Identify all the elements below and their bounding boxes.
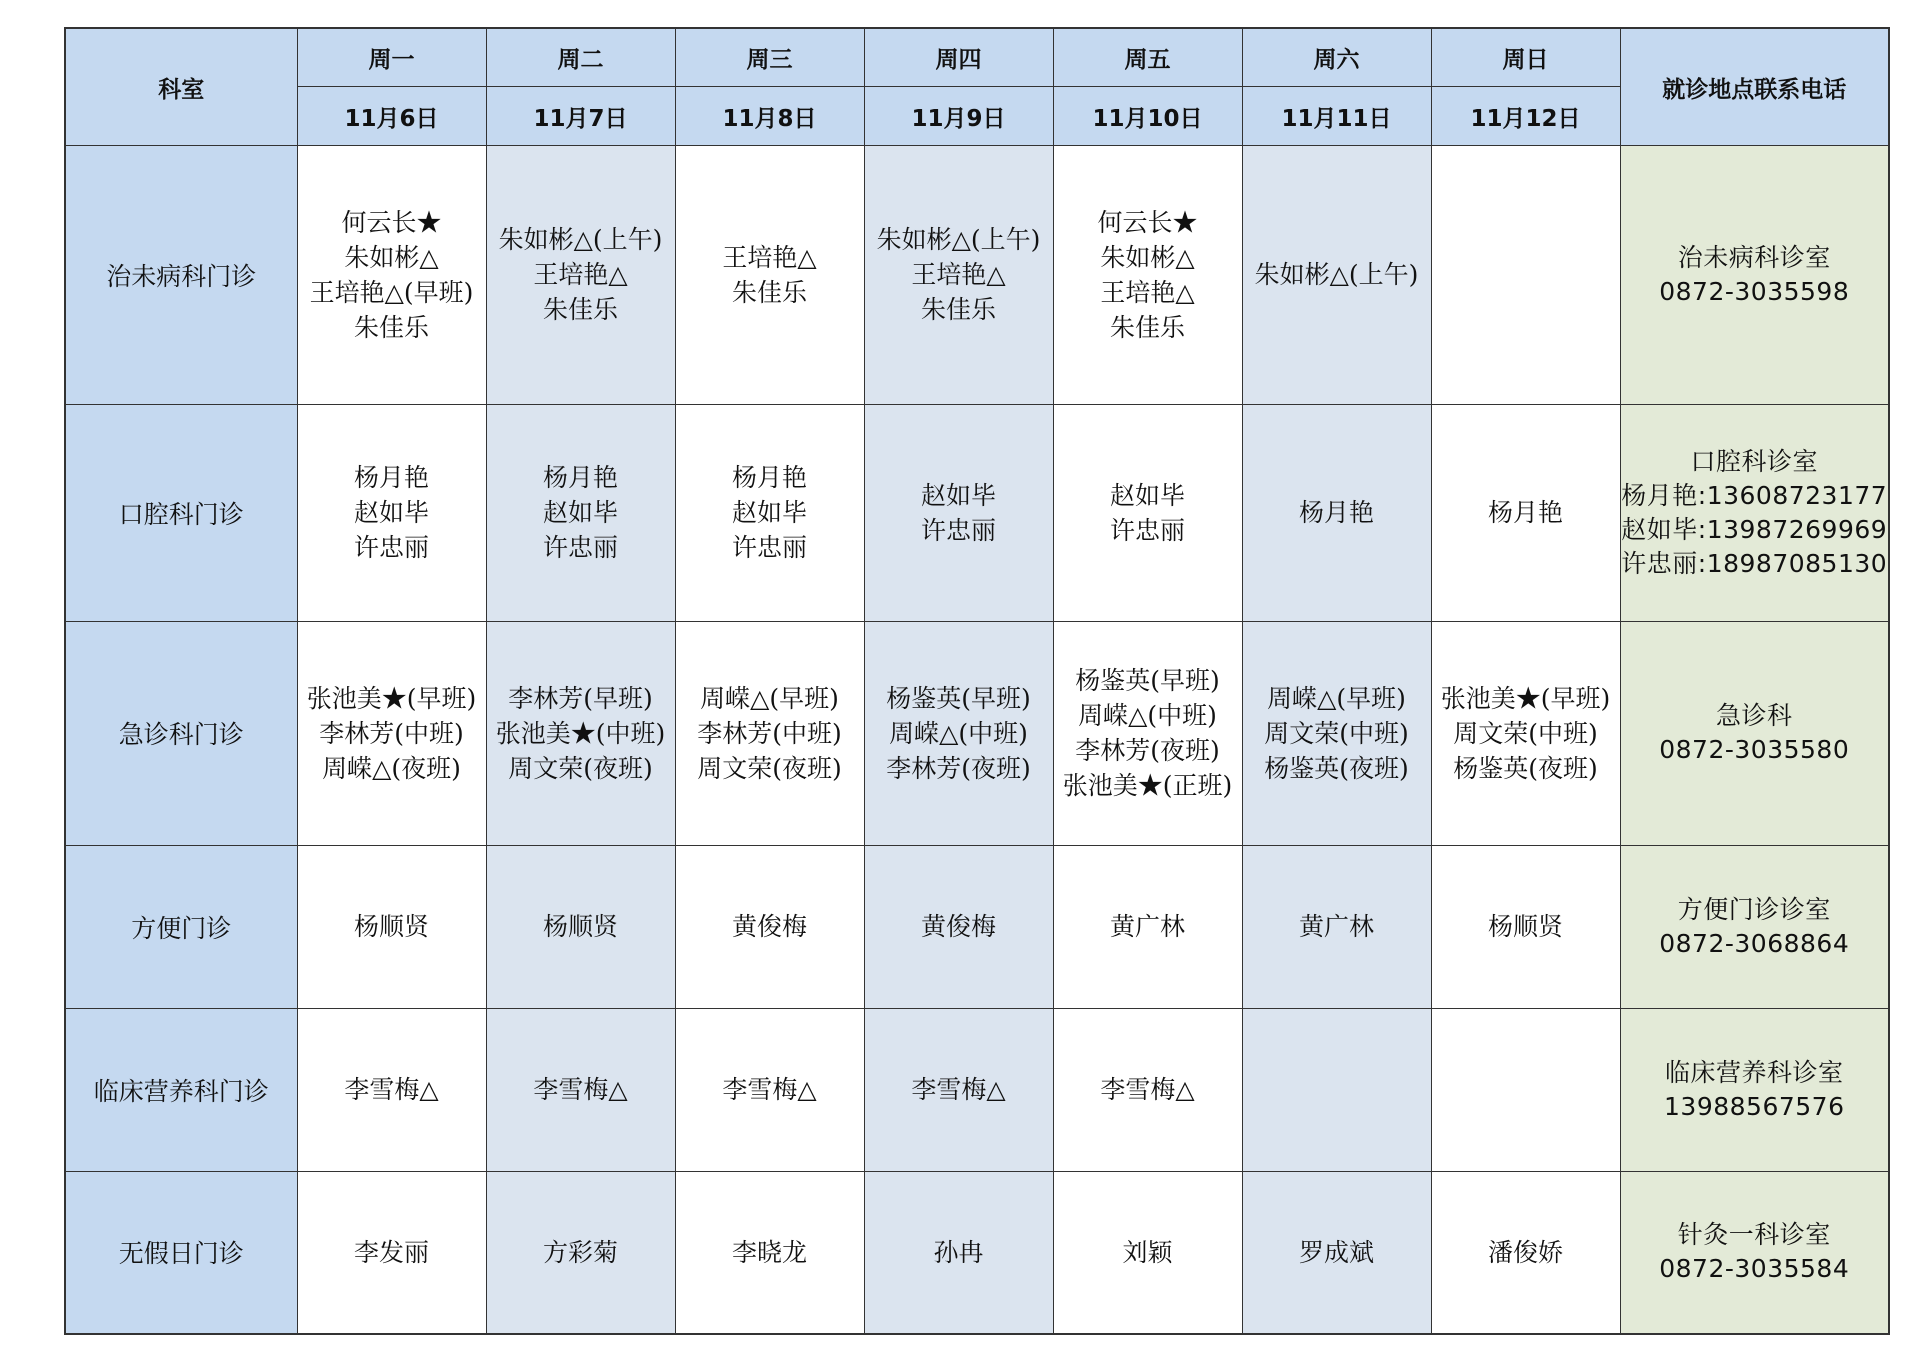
duty-cell <box>1431 845 1620 1008</box>
date-header-thu: 11月9日 <box>864 87 1053 146</box>
clinic-location: 临床营养科诊室 <box>1664 1057 1844 1087</box>
contact-phone: 0872-3035584 <box>1659 1254 1850 1284</box>
doctor-name: 朱佳乐 <box>1109 312 1185 342</box>
contact-column-header: 就诊地点联系电话 <box>1620 28 1889 146</box>
doctor-name: 赵如毕 <box>920 480 996 510</box>
duty-cell <box>1242 146 1431 405</box>
contact-cell <box>1620 146 1889 405</box>
duty-cell <box>1242 404 1431 621</box>
duty-cell <box>486 404 675 621</box>
duty-cell <box>1053 845 1242 1008</box>
contact-phone: 杨月艳:13608723177 <box>1621 480 1888 510</box>
doctor-name: 王培艳△(早班) <box>309 277 474 307</box>
duty-cell <box>675 845 864 1008</box>
doctor-name: 刘颖 <box>1122 1237 1173 1267</box>
doctor-name: 杨月艳 <box>1487 498 1563 528</box>
day-header-sun: 周日 <box>1431 28 1620 87</box>
duty-cell <box>1053 1008 1242 1171</box>
department-name: 无假日门诊 <box>65 1171 297 1334</box>
duty-cell <box>675 404 864 621</box>
doctor-name: 杨月艳 <box>1298 498 1374 528</box>
doctor-name: 赵如毕 <box>353 498 429 528</box>
contact-cell <box>1620 845 1889 1008</box>
department-name: 急诊科门诊 <box>65 621 297 845</box>
doctor-name: 周嵘△(夜班) <box>322 753 461 783</box>
duty-cell <box>675 1008 864 1171</box>
doctor-name: 方彩菊 <box>542 1237 618 1267</box>
day-header-fri: 周五 <box>1053 28 1242 87</box>
duty-cell <box>297 845 486 1008</box>
doctor-name: 李林芳(中班) <box>697 718 842 748</box>
duty-cell <box>1242 845 1431 1008</box>
doctor-name: 张池美★(早班) <box>306 683 477 713</box>
doctor-name: 周嵘△(早班) <box>1267 683 1406 713</box>
date-header-mon: 11月6日 <box>297 87 486 146</box>
contact-phone: 0872-3035580 <box>1659 735 1850 765</box>
doctor-name: 周文荣(中班) <box>1453 718 1598 748</box>
contact-phone: 0872-3035598 <box>1659 276 1850 306</box>
duty-cell <box>486 146 675 405</box>
duty-cell <box>675 1171 864 1334</box>
doctor-name: 王培艳△ <box>911 260 1006 290</box>
duty-cell <box>297 146 486 405</box>
doctor-name: 杨鉴英(早班) <box>1075 666 1220 696</box>
doctor-name: 朱如彬△ <box>1100 242 1195 272</box>
department-name: 治未病科门诊 <box>65 146 297 405</box>
doctor-name: 李雪梅△ <box>1100 1075 1195 1105</box>
doctor-name: 王培艳△ <box>533 260 628 290</box>
doctor-name: 朱如彬△(上午) <box>498 225 663 255</box>
duty-cell <box>675 621 864 845</box>
doctor-name: 何云长★ <box>1097 207 1198 237</box>
duty-cell <box>297 404 486 621</box>
date-header-sun: 11月12日 <box>1431 87 1620 146</box>
clinic-location: 针灸一科诊室 <box>1677 1220 1831 1250</box>
date-header-fri: 11月10日 <box>1053 87 1242 146</box>
duty-cell <box>1053 404 1242 621</box>
doctor-name: 周嵘△(中班) <box>1078 701 1217 731</box>
contact-cell <box>1620 621 1889 845</box>
doctor-name: 张池美★(早班) <box>1440 683 1611 713</box>
doctor-name: 许忠丽 <box>1109 515 1185 545</box>
department-name: 临床营养科门诊 <box>65 1008 297 1171</box>
duty-cell <box>486 845 675 1008</box>
doctor-name: 杨月艳 <box>542 463 618 493</box>
date-header-sat: 11月11日 <box>1242 87 1431 146</box>
department-name: 方便门诊 <box>65 845 297 1008</box>
schedule-row <box>65 845 1889 1008</box>
doctor-name: 罗成斌 <box>1298 1237 1374 1267</box>
duty-cell <box>486 621 675 845</box>
day-header-sat: 周六 <box>1242 28 1431 87</box>
table-header <box>65 28 1889 146</box>
duty-cell <box>1431 146 1620 405</box>
doctor-name: 朱佳乐 <box>920 295 996 325</box>
duty-cell <box>1431 621 1620 845</box>
date-header-tue: 11月7日 <box>486 87 675 146</box>
schedule-row <box>65 146 1889 405</box>
doctor-name: 朱如彬△(上午) <box>876 225 1041 255</box>
contact-phone: 0872-3068864 <box>1659 928 1850 958</box>
doctor-name: 赵如毕 <box>542 498 618 528</box>
doctor-name: 朱如彬△(上午) <box>1254 260 1419 290</box>
doctor-name: 杨月艳 <box>353 463 429 493</box>
department-name: 口腔科门诊 <box>65 404 297 621</box>
duty-cell <box>864 845 1053 1008</box>
header-day-row <box>65 28 1889 87</box>
schedule-row <box>65 621 1889 845</box>
duty-cell <box>1242 621 1431 845</box>
duty-cell <box>1242 1008 1431 1171</box>
doctor-name: 杨鉴英(早班) <box>886 683 1031 713</box>
schedule-row <box>65 1008 1889 1171</box>
duty-cell <box>1431 1171 1620 1334</box>
dept-column-header: 科室 <box>65 28 297 146</box>
doctor-name: 黄俊梅 <box>920 912 996 942</box>
doctor-name: 王培艳△ <box>1100 277 1195 307</box>
duty-cell <box>1431 1008 1620 1171</box>
contact-cell <box>1620 404 1889 621</box>
doctor-name: 李林芳(中班) <box>319 718 464 748</box>
duty-cell <box>1053 621 1242 845</box>
doctor-name: 杨鉴英(夜班) <box>1453 753 1598 783</box>
doctor-name: 李林芳(早班) <box>508 683 653 713</box>
doctor-name: 杨顺贤 <box>542 912 618 942</box>
doctor-name: 李林芳(夜班) <box>886 753 1031 783</box>
contact-phone: 许忠丽:18987085130 <box>1621 548 1888 578</box>
doctor-name: 张池美★(正班) <box>1062 771 1233 801</box>
doctor-name: 何云长★ <box>341 207 442 237</box>
doctor-name: 杨顺贤 <box>1487 912 1563 942</box>
duty-cell <box>864 1008 1053 1171</box>
doctor-name: 李雪梅△ <box>344 1075 439 1105</box>
duty-cell <box>297 1171 486 1334</box>
contact-cell <box>1620 1171 1889 1334</box>
doctor-name: 李发丽 <box>353 1237 429 1267</box>
doctor-name: 许忠丽 <box>353 533 429 563</box>
doctor-name: 周嵘△(中班) <box>889 718 1028 748</box>
doctor-name: 许忠丽 <box>920 515 996 545</box>
doctor-name: 黄广林 <box>1109 912 1185 942</box>
day-header-thu: 周四 <box>864 28 1053 87</box>
schedule-row <box>65 404 1889 621</box>
doctor-name: 许忠丽 <box>542 533 618 563</box>
doctor-name: 周嵘△(早班) <box>700 683 839 713</box>
duty-cell <box>864 1171 1053 1334</box>
table-body <box>65 146 1889 1335</box>
date-header-wed: 11月8日 <box>675 87 864 146</box>
duty-schedule-table <box>64 27 1890 1335</box>
duty-cell <box>1431 404 1620 621</box>
doctor-name: 李雪梅△ <box>722 1075 817 1105</box>
doctor-name: 周文荣(中班) <box>1264 718 1409 748</box>
schedule-row <box>65 1171 1889 1334</box>
doctor-name: 朱佳乐 <box>731 277 807 307</box>
day-header-wed: 周三 <box>675 28 864 87</box>
doctor-name: 李晓龙 <box>731 1237 807 1267</box>
duty-cell <box>864 404 1053 621</box>
doctor-name: 朱佳乐 <box>353 312 429 342</box>
duty-cell <box>1242 1171 1431 1334</box>
doctor-name: 黄广林 <box>1298 912 1374 942</box>
doctor-name: 赵如毕 <box>731 498 807 528</box>
duty-cell <box>864 621 1053 845</box>
doctor-name: 朱佳乐 <box>542 295 618 325</box>
contact-cell <box>1620 1008 1889 1171</box>
duty-cell <box>864 146 1053 405</box>
doctor-name: 杨月艳 <box>731 463 807 493</box>
duty-cell <box>486 1008 675 1171</box>
day-header-mon: 周一 <box>297 28 486 87</box>
doctor-name: 朱如彬△ <box>344 242 439 272</box>
doctor-name: 李雪梅△ <box>911 1075 1006 1105</box>
doctor-name: 杨鉴英(夜班) <box>1264 753 1409 783</box>
doctor-name: 李林芳(夜班) <box>1075 736 1220 766</box>
clinic-location: 口腔科诊室 <box>1690 446 1818 476</box>
doctor-name: 张池美★(中班) <box>495 718 666 748</box>
doctor-name: 潘俊娇 <box>1487 1237 1563 1267</box>
duty-cell <box>1053 146 1242 405</box>
doctor-name: 李雪梅△ <box>533 1075 628 1105</box>
contact-phone: 13988567576 <box>1664 1091 1845 1121</box>
duty-cell <box>297 1008 486 1171</box>
clinic-location: 方便门诊诊室 <box>1677 894 1831 924</box>
duty-cell <box>675 146 864 405</box>
clinic-location: 治未病科诊室 <box>1677 242 1831 272</box>
doctor-name: 黄俊梅 <box>731 912 807 942</box>
doctor-name: 周文荣(夜班) <box>508 753 653 783</box>
doctor-name: 孙冉 <box>933 1237 984 1267</box>
contact-phone: 赵如毕:13987269969 <box>1621 514 1888 544</box>
header-date-row <box>65 87 1889 146</box>
duty-cell <box>486 1171 675 1334</box>
doctor-name: 赵如毕 <box>1109 480 1185 510</box>
doctor-name: 周文荣(夜班) <box>697 753 842 783</box>
clinic-location: 急诊科 <box>1715 701 1793 731</box>
doctor-name: 王培艳△ <box>722 242 817 272</box>
day-header-tue: 周二 <box>486 28 675 87</box>
duty-cell <box>297 621 486 845</box>
doctor-name: 许忠丽 <box>731 533 807 563</box>
duty-cell <box>1053 1171 1242 1334</box>
doctor-name: 杨顺贤 <box>353 912 429 942</box>
